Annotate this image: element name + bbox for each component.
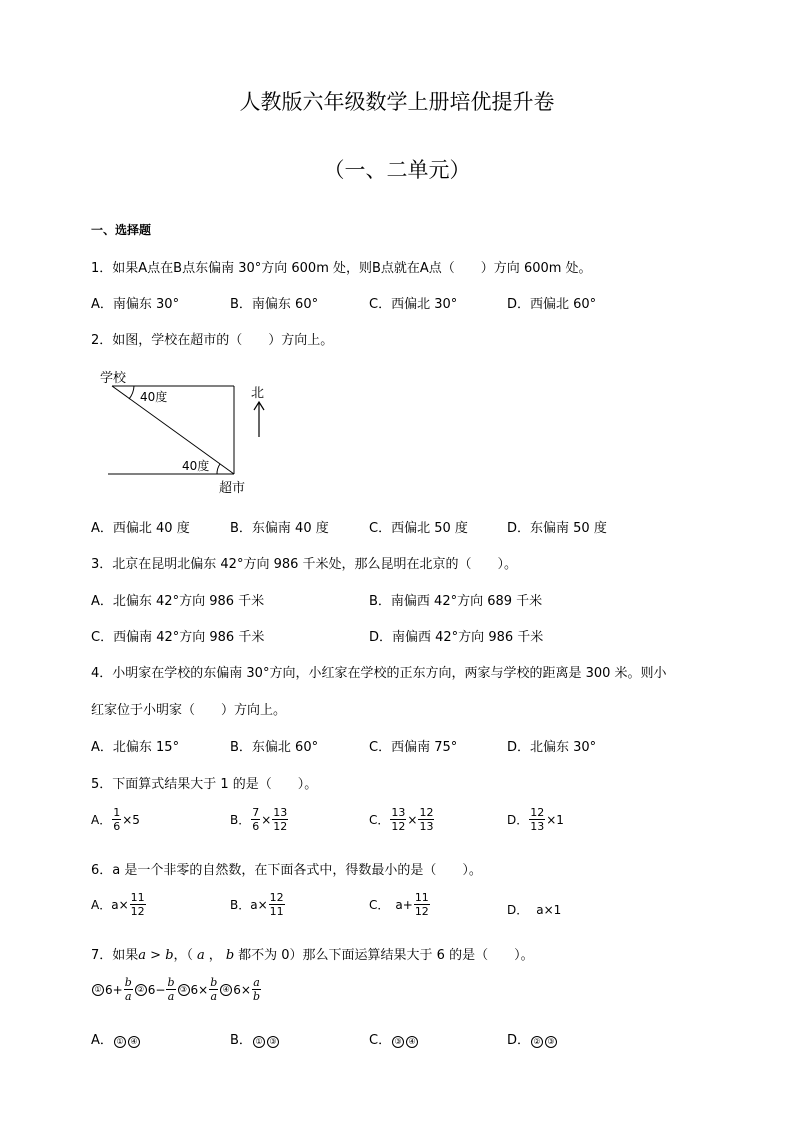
page-title: 人教版六年级数学上册培优提升卷: [239, 90, 555, 114]
fraction: $\frac{12}{11}$: [269, 891, 284, 918]
label-north: 北: [251, 386, 265, 401]
q5-option-a: [91, 806, 140, 833]
fraction: $\frac{a}{b}$: [252, 976, 260, 1003]
q7-option-c: [369, 1029, 419, 1048]
operator: ×1: [546, 812, 564, 827]
circled-number: ④: [406, 1036, 418, 1048]
q7-text-suffix: 都不为 0）那么下面运算结果大于 6 的是（ ）。: [238, 948, 534, 963]
q6-option-c: [369, 891, 431, 918]
q2-option-d: D．东偏南 50 度: [507, 521, 607, 536]
option-label: A．: [91, 813, 112, 827]
bottom-angle-arc: [217, 464, 220, 474]
question-2: 2．如图，学校在超市的（ ）方向上。: [91, 333, 334, 348]
option-label: D．: [507, 813, 529, 827]
circled-number: ①: [114, 1036, 126, 1048]
q6-option-d: [507, 901, 561, 918]
operator: ×5: [122, 812, 140, 827]
expression-prefix: a×: [250, 897, 268, 912]
label-angle-top: 40度: [140, 390, 168, 404]
operator: ×: [407, 812, 418, 827]
fraction: $\frac{12}{13}$: [530, 806, 545, 833]
q3-option-a: A．北偏东 42°方向 986 千米: [91, 594, 265, 609]
q7-comma: ，: [208, 948, 222, 963]
q7-text-mid: ，（: [173, 948, 194, 963]
fraction: $\frac{1}{6}$: [113, 806, 121, 833]
q1-option-d: D．西偏北 60°: [507, 297, 597, 312]
label-angle-bottom: 40度: [182, 459, 210, 473]
label-school: 学校: [100, 371, 127, 386]
option-label: D．: [507, 1033, 531, 1048]
option-label: B．: [230, 1033, 252, 1048]
fraction: $\frac{12}{13}$: [419, 806, 434, 833]
q6-option-b: [230, 891, 286, 918]
circled-number: ③: [545, 1036, 557, 1048]
q3-option-b: B．南偏西 42°方向 689 千米: [369, 594, 543, 609]
q1-option-b: B．南偏东 60°: [230, 297, 319, 312]
q3-option-c: C．西偏南 42°方向 986 千米: [91, 630, 265, 645]
q7-var-a: a: [197, 948, 205, 963]
question-6: 6．a 是一个非零的自然数，在下面各式中，得数最小的是（ ）。: [91, 863, 482, 878]
expression-prefix: 6×: [190, 982, 209, 997]
circled-number: ④: [128, 1036, 140, 1048]
q3-option-d: D．南偏西 42°方向 986 千米: [369, 630, 544, 645]
q1-option-a: A．南偏东 30°: [91, 297, 180, 312]
q4-option-c: C．西偏南 75°: [369, 740, 458, 755]
fraction: $\frac{b}{a}$: [124, 976, 132, 1003]
option-label: C．: [369, 1033, 392, 1048]
option-label: A．: [91, 1033, 113, 1048]
circled-number: ①: [253, 1036, 265, 1048]
fraction: $\frac{b}{a}$: [210, 976, 218, 1003]
q7-var-b: b: [225, 948, 235, 963]
direction-figure: [98, 365, 268, 495]
q5-option-b: [230, 806, 289, 833]
option-label: C．: [369, 813, 390, 827]
question-4-line1: 4．小明家在学校的东偏南 30°方向，小红家在学校的正东方向，两家与学校的距离是 300 米。则小: [91, 666, 667, 681]
q2-option-a: A．西偏北 40 度: [91, 521, 190, 536]
q7-option-d: [507, 1029, 558, 1048]
expression-prefix: a+: [395, 897, 413, 912]
circled-number: ③: [267, 1036, 279, 1048]
q7-option-b: [230, 1029, 280, 1048]
expression-prefix: 6+: [105, 982, 123, 997]
expression-prefix: 6×: [233, 982, 251, 997]
operator: ×: [261, 812, 272, 827]
q6-option-a: [91, 891, 147, 918]
q5-option-c: [369, 806, 435, 833]
q7-option-a: [91, 1029, 141, 1048]
q4-option-b: B．东偏北 60°: [230, 740, 319, 755]
q4-option-d: D．北偏东 30°: [507, 740, 597, 755]
q1-option-c: C．西偏北 30°: [369, 297, 458, 312]
label-market: 超市: [219, 481, 246, 496]
circled-number: ②: [135, 984, 147, 996]
expression-prefix: 6−: [147, 982, 166, 997]
question-7: [91, 944, 534, 963]
circled-number: ①: [92, 984, 104, 996]
option-label: D．: [507, 903, 529, 917]
circled-number: ④: [220, 984, 232, 996]
circled-number: ③: [392, 1036, 404, 1048]
expression-prefix: a×: [111, 897, 129, 912]
section-heading: 一、选择题: [91, 223, 152, 237]
option-label: A．: [91, 898, 112, 912]
question-4-line2: 红家位于小明家（ ）方向上。: [91, 703, 287, 718]
expression: a×1: [536, 902, 562, 917]
top-angle-arc: [129, 386, 134, 399]
option-label: C．: [369, 898, 390, 912]
q7-condition: a > b: [138, 948, 174, 963]
page-subtitle: （一、二单元）: [323, 158, 471, 182]
diagonal-line: [112, 386, 234, 474]
question-3: 3．北京在昆明北偏东 42°方向 986 千米处，那么昆明在北京的（ ）。: [91, 557, 518, 572]
fraction: $\frac{7}{6}$: [252, 806, 260, 833]
option-label: B．: [230, 898, 251, 912]
q7-expressions: [91, 976, 262, 1003]
circled-number: ③: [178, 984, 190, 996]
q7-text-prefix: 7．如果: [91, 948, 139, 963]
fraction: $\frac{b}{a}$: [167, 976, 175, 1003]
question-1: 1．如果A点在B点东偏南 30°方向 600m 处，则B点就在A点（ ）方向 600m 处。: [91, 261, 592, 276]
q2-option-b: B．东偏南 40 度: [230, 521, 329, 536]
option-label: B．: [230, 813, 251, 827]
circled-number: ②: [531, 1036, 543, 1048]
fraction: $\frac{11}{12}$: [130, 891, 145, 918]
q2-option-c: C．西偏北 50 度: [369, 521, 468, 536]
fraction: $\frac{11}{12}$: [414, 891, 429, 918]
fraction: $\frac{13}{12}$: [273, 806, 288, 833]
fraction: $\frac{13}{12}$: [391, 806, 406, 833]
q4-option-a: A．北偏东 15°: [91, 740, 180, 755]
question-5: 5．下面算式结果大于 1 的是（ ）。: [91, 777, 318, 792]
q5-option-d: [507, 806, 564, 833]
